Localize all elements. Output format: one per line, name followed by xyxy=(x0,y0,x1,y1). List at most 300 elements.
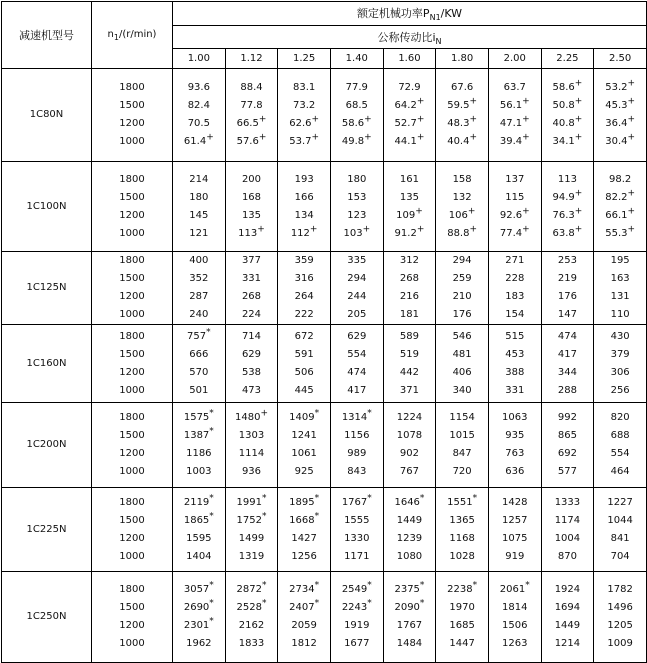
power-number: 757 xyxy=(187,330,207,342)
power-value xyxy=(542,617,594,635)
power-number: 1078 xyxy=(396,430,423,441)
power-cell xyxy=(383,488,436,572)
power-number: 57.6 xyxy=(236,136,259,147)
power-value xyxy=(489,171,541,189)
power-value xyxy=(173,617,225,635)
power-number: 340 xyxy=(452,384,472,396)
power-value xyxy=(542,171,594,189)
power-value xyxy=(594,382,646,400)
power-value xyxy=(489,270,541,288)
power-number: 166 xyxy=(294,191,314,203)
power-value xyxy=(384,115,436,133)
power-cell xyxy=(383,572,436,663)
power-number: 36.4 xyxy=(605,118,628,129)
power-cell xyxy=(173,69,226,162)
power-value xyxy=(331,445,383,463)
power-number: 316 xyxy=(294,273,314,284)
power-value xyxy=(489,617,541,635)
power-number: 331 xyxy=(241,273,262,284)
power-value xyxy=(594,133,646,151)
power-number: 1924 xyxy=(554,584,581,595)
power-number: 1595 xyxy=(186,532,212,544)
power-value xyxy=(542,225,594,243)
power-number: 48.3 xyxy=(447,118,470,129)
power-number: 93.6 xyxy=(187,82,210,93)
power-value xyxy=(542,288,594,306)
power-value xyxy=(278,306,330,324)
power-value xyxy=(436,79,488,97)
power-value xyxy=(594,427,646,445)
power-number: 1404 xyxy=(186,550,212,562)
power-number: 763 xyxy=(505,448,525,459)
power-number: 1365 xyxy=(449,514,475,526)
power-number: 371 xyxy=(399,384,419,396)
power-number: 1496 xyxy=(607,602,633,613)
power-value xyxy=(278,382,330,400)
power-number: 417 xyxy=(557,348,577,360)
power-number: 843 xyxy=(347,466,367,477)
power-number: 1004 xyxy=(554,532,581,544)
power-number: 82.4 xyxy=(187,100,210,111)
power-number: 430 xyxy=(610,330,630,342)
power-cell xyxy=(541,162,594,252)
power-value xyxy=(542,635,594,653)
power-cell xyxy=(541,403,594,488)
power-value xyxy=(331,189,383,207)
power-value xyxy=(173,189,225,207)
power-number: 1063 xyxy=(502,412,528,423)
speed-list xyxy=(92,69,173,162)
power-number: 49.8 xyxy=(341,136,365,147)
power-value xyxy=(331,382,383,400)
power-number: 546 xyxy=(452,330,472,342)
power-value xyxy=(594,328,646,346)
power-value xyxy=(384,494,436,512)
power-value xyxy=(542,364,594,382)
power-number: 216 xyxy=(399,291,419,302)
power-cell xyxy=(488,403,541,488)
speed-value: 1800 xyxy=(119,496,145,508)
power-number: 1962 xyxy=(186,638,212,649)
rated-power-header: 额定机械功率$P_{N1}/KW$ xyxy=(173,2,647,26)
power-cell xyxy=(330,325,383,403)
power-value xyxy=(278,548,330,566)
power-mark: * xyxy=(209,598,214,609)
power-number: 154 xyxy=(505,309,525,320)
power-value xyxy=(331,427,383,445)
power-value xyxy=(173,306,225,324)
power-value xyxy=(278,171,330,189)
model-name: 1C200N xyxy=(2,403,92,488)
power-value xyxy=(489,115,541,133)
power-number: 417 xyxy=(347,384,367,396)
power-number: 1694 xyxy=(554,602,581,613)
power-value xyxy=(278,530,330,548)
power-mark: * xyxy=(525,580,530,591)
speed-value: 1200 xyxy=(119,366,145,378)
power-number: 936 xyxy=(241,466,262,477)
power-number: 847 xyxy=(452,448,472,459)
power-value xyxy=(173,635,225,653)
power-number: 224 xyxy=(241,309,262,320)
power-value xyxy=(436,617,488,635)
power-mark: + xyxy=(416,224,425,235)
power-number: 88.4 xyxy=(240,82,263,93)
power-cell xyxy=(278,325,331,403)
power-number: 256 xyxy=(610,384,630,396)
power-number: 714 xyxy=(241,330,262,342)
power-value xyxy=(489,133,541,151)
power-number: 2059 xyxy=(291,620,317,631)
power-value xyxy=(542,328,594,346)
power-mark: * xyxy=(472,493,478,504)
power-value xyxy=(331,364,383,382)
power-number: 1677 xyxy=(344,638,370,649)
power-value xyxy=(489,288,541,306)
power-value xyxy=(594,207,646,225)
power-value xyxy=(173,171,225,189)
power-mark: * xyxy=(419,493,425,504)
power-value xyxy=(384,97,436,115)
ratio-cell: 1.25 xyxy=(278,49,331,69)
power-number: 2238 xyxy=(447,584,473,595)
power-number: 77.4 xyxy=(499,227,523,239)
power-number: 589 xyxy=(399,330,419,342)
power-value xyxy=(594,270,646,288)
power-cell xyxy=(488,325,541,403)
power-cell xyxy=(488,572,541,663)
power-value xyxy=(278,409,330,427)
power-number: 1009 xyxy=(607,638,633,649)
power-value xyxy=(489,189,541,207)
power-number: 2375 xyxy=(394,584,420,595)
ratio-cell: 2.25 xyxy=(541,49,594,69)
power-cell xyxy=(594,488,647,572)
power-number: 935 xyxy=(505,430,525,441)
power-value xyxy=(542,270,594,288)
power-number: 591 xyxy=(294,348,314,360)
power-value xyxy=(594,548,646,566)
power-number: 83.1 xyxy=(293,82,316,93)
power-number: 2061 xyxy=(499,584,526,595)
power-number: 577 xyxy=(557,466,577,477)
power-cell xyxy=(488,162,541,252)
power-number: 1447 xyxy=(449,638,475,649)
power-number: 841 xyxy=(610,532,630,544)
power-number: 34.1 xyxy=(552,136,575,147)
power-number: 1080 xyxy=(396,550,423,562)
power-mark: + xyxy=(416,132,425,143)
model-name: 1C225N xyxy=(2,488,92,572)
speed-list xyxy=(92,488,173,572)
power-value xyxy=(226,171,278,189)
power-number: 195 xyxy=(610,255,630,266)
model-row xyxy=(2,325,647,403)
power-cell xyxy=(330,69,383,162)
power-value xyxy=(436,171,488,189)
power-value xyxy=(436,581,488,599)
speed-value: 1000 xyxy=(119,638,145,649)
power-value xyxy=(594,225,646,243)
power-value xyxy=(436,427,488,445)
power-mark: + xyxy=(311,132,320,143)
power-value xyxy=(489,79,541,97)
power-number: 442 xyxy=(399,366,419,378)
header-row-1 xyxy=(2,2,647,26)
power-value xyxy=(173,288,225,306)
power-value xyxy=(594,599,646,617)
power-mark: + xyxy=(260,408,268,419)
power-number: 123 xyxy=(347,209,367,221)
speed-value: 1200 xyxy=(119,532,145,544)
power-value xyxy=(436,288,488,306)
power-value xyxy=(331,617,383,635)
power-value xyxy=(436,207,488,225)
power-mark: * xyxy=(419,580,425,591)
power-number: 1257 xyxy=(502,514,528,526)
power-number: 1387 xyxy=(183,430,210,441)
power-number: 183 xyxy=(505,291,525,302)
power-value xyxy=(331,133,383,151)
power-mark: + xyxy=(627,96,636,107)
power-mark: + xyxy=(416,114,425,125)
speed-value: 1200 xyxy=(119,620,145,631)
power-number: 377 xyxy=(241,255,262,266)
power-number: 820 xyxy=(610,412,630,423)
power-mark: + xyxy=(574,132,583,143)
power-cell xyxy=(594,572,647,663)
power-value xyxy=(278,328,330,346)
power-number: 453 xyxy=(505,348,525,360)
power-value xyxy=(436,252,488,270)
power-value xyxy=(226,494,278,512)
power-cell xyxy=(278,488,331,572)
power-mark: * xyxy=(261,493,267,504)
power-cell xyxy=(225,572,278,663)
power-value xyxy=(173,133,225,151)
power-number: 2243 xyxy=(341,602,368,613)
power-value xyxy=(594,97,646,115)
power-number: 134 xyxy=(294,209,314,221)
power-mark: + xyxy=(627,188,636,199)
power-number: 1044 xyxy=(607,514,633,526)
power-mark: + xyxy=(258,114,267,125)
power-number: 40.4 xyxy=(447,136,470,147)
power-number: 481 xyxy=(452,348,472,360)
power-mark: * xyxy=(314,580,320,591)
power-number: 1015 xyxy=(449,430,475,441)
power-value xyxy=(542,427,594,445)
model-row xyxy=(2,252,647,325)
power-value xyxy=(173,463,225,481)
power-number: 464 xyxy=(610,466,630,477)
power-number: 288 xyxy=(557,384,577,396)
power-value xyxy=(278,494,330,512)
power-number: 2407 xyxy=(289,602,315,613)
power-value xyxy=(384,463,436,481)
speed-value: 1000 xyxy=(119,384,145,396)
power-number: 181 xyxy=(399,309,419,320)
power-mark: + xyxy=(258,132,267,143)
power-number: 94.9 xyxy=(552,191,575,203)
power-value xyxy=(226,463,278,481)
power-value xyxy=(278,599,330,617)
power-value xyxy=(489,328,541,346)
power-value xyxy=(436,133,488,151)
power-mark: + xyxy=(574,78,583,89)
power-value xyxy=(173,382,225,400)
power-cell xyxy=(225,325,278,403)
power-value xyxy=(173,97,225,115)
model-name: 1C250N xyxy=(2,572,92,663)
power-number: 919 xyxy=(505,550,525,562)
power-value xyxy=(489,306,541,324)
power-value xyxy=(594,346,646,364)
power-number: 672 xyxy=(294,330,314,342)
power-value xyxy=(226,512,278,530)
power-mark: * xyxy=(314,493,320,504)
power-number: 473 xyxy=(241,384,262,396)
power-cell xyxy=(173,252,226,325)
power-number: 82.2 xyxy=(605,191,628,203)
power-mark: * xyxy=(367,408,372,419)
ratio-cell: 1.60 xyxy=(383,49,436,69)
power-number: 519 xyxy=(399,348,419,360)
speed-value: 1500 xyxy=(119,100,145,111)
power-mark: * xyxy=(209,616,214,627)
power-value xyxy=(226,270,278,288)
power-cell xyxy=(541,572,594,663)
power-mark: + xyxy=(522,96,530,107)
power-number: 176 xyxy=(557,291,577,302)
power-value xyxy=(542,97,594,115)
power-value xyxy=(436,328,488,346)
power-number: 253 xyxy=(557,255,577,266)
power-value xyxy=(384,252,436,270)
power-mark: + xyxy=(627,114,636,125)
power-number: 228 xyxy=(505,273,525,284)
power-value xyxy=(436,382,488,400)
power-number: 335 xyxy=(347,255,367,266)
power-value xyxy=(331,409,383,427)
power-number: 53.2 xyxy=(605,82,628,93)
power-value xyxy=(594,635,646,653)
power-value xyxy=(384,133,436,151)
speed-list xyxy=(92,325,173,403)
power-value xyxy=(278,512,330,530)
model-row xyxy=(2,162,647,252)
power-value xyxy=(331,494,383,512)
power-number: 1555 xyxy=(344,514,370,526)
power-value xyxy=(278,207,330,225)
power-number: 63.8 xyxy=(552,227,575,239)
power-number: 1575 xyxy=(183,412,210,423)
speed-value: 1000 xyxy=(119,136,145,147)
power-number: 515 xyxy=(505,330,525,342)
power-number: 388 xyxy=(505,366,525,378)
power-value xyxy=(331,463,383,481)
power-mark: + xyxy=(574,206,583,217)
power-value xyxy=(331,530,383,548)
power-mark: + xyxy=(522,224,530,235)
power-value xyxy=(384,512,436,530)
power-value xyxy=(278,635,330,653)
power-number: 30.4 xyxy=(605,136,628,147)
speed-value: 1200 xyxy=(119,448,145,459)
power-cell xyxy=(436,488,489,572)
power-number: 163 xyxy=(610,273,630,284)
power-value xyxy=(489,225,541,243)
power-mark: * xyxy=(261,580,267,591)
power-number: 1428 xyxy=(502,496,528,508)
power-number: 1156 xyxy=(344,430,370,441)
power-number: 629 xyxy=(241,348,262,360)
power-mark: + xyxy=(574,96,583,107)
power-number: 704 xyxy=(610,550,630,562)
power-value xyxy=(594,79,646,97)
power-value xyxy=(436,463,488,481)
power-mark: * xyxy=(367,598,372,609)
power-number: 406 xyxy=(452,366,472,378)
power-number: 1224 xyxy=(396,412,423,423)
power-number: 268 xyxy=(241,291,262,302)
power-number: 240 xyxy=(189,309,209,320)
power-value xyxy=(436,409,488,427)
power-number: 538 xyxy=(241,366,262,378)
power-value xyxy=(226,207,278,225)
power-cell xyxy=(436,69,489,162)
power-value xyxy=(331,599,383,617)
power-cell xyxy=(225,252,278,325)
power-value xyxy=(278,115,330,133)
power-number: 306 xyxy=(610,366,630,378)
power-value xyxy=(489,364,541,382)
power-value xyxy=(226,115,278,133)
model-row xyxy=(2,572,647,663)
power-number: 92.6 xyxy=(499,209,523,221)
power-value xyxy=(331,225,383,243)
power-number: 2301 xyxy=(183,620,210,631)
power-value xyxy=(489,445,541,463)
power-number: 70.5 xyxy=(187,118,210,129)
power-value xyxy=(489,252,541,270)
power-value xyxy=(331,512,383,530)
power-value xyxy=(542,548,594,566)
power-number: 287 xyxy=(189,291,209,302)
power-number: 2872 xyxy=(236,584,262,595)
power-value xyxy=(226,581,278,599)
power-value xyxy=(542,252,594,270)
speed-value: 1200 xyxy=(119,291,145,302)
power-number: 1685 xyxy=(449,620,475,631)
power-number: 63.7 xyxy=(503,82,526,93)
power-cell xyxy=(278,162,331,252)
power-number: 1263 xyxy=(502,638,528,649)
power-value xyxy=(542,599,594,617)
power-cell xyxy=(330,403,383,488)
power-number: 1205 xyxy=(607,620,633,631)
power-number: 1895 xyxy=(289,496,315,508)
power-mark: + xyxy=(469,224,478,235)
power-value xyxy=(384,445,436,463)
power-number: 1227 xyxy=(607,496,633,508)
power-value xyxy=(226,189,278,207)
power-value xyxy=(594,306,646,324)
power-mark: + xyxy=(627,78,636,89)
power-cell xyxy=(173,162,226,252)
power-value xyxy=(436,635,488,653)
power-number: 1171 xyxy=(344,550,370,562)
